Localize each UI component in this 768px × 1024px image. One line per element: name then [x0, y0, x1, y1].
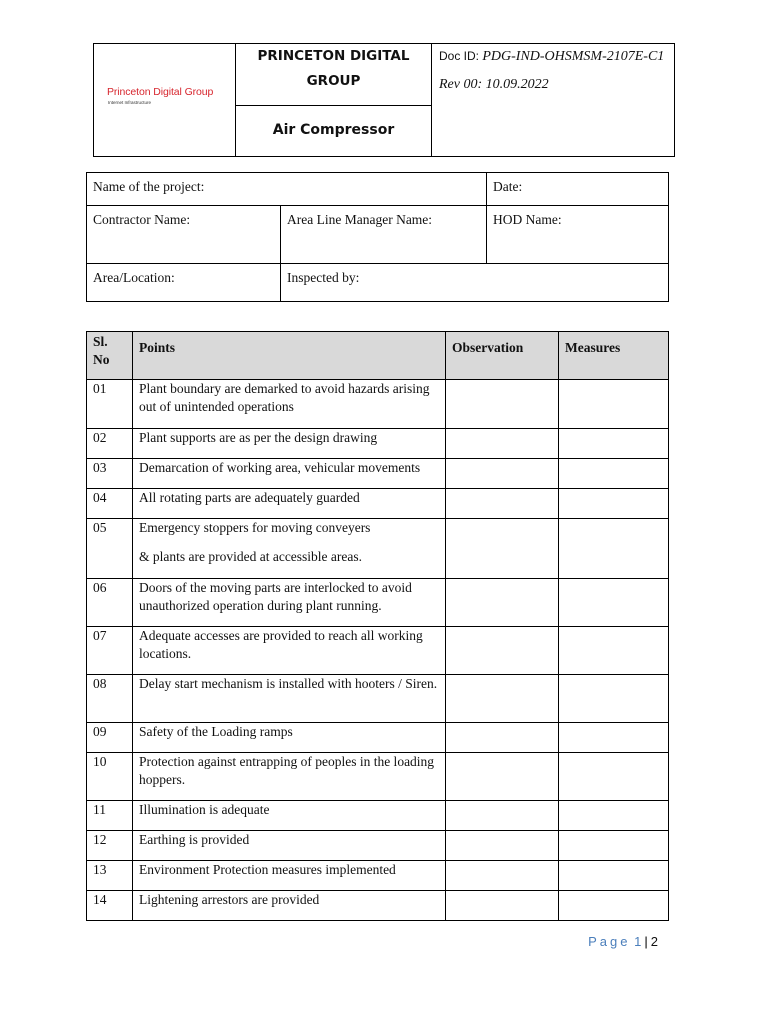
- checklist-table: [86, 331, 669, 921]
- hod-name-field: HOD Name:: [487, 206, 669, 264]
- table-row: [87, 627, 669, 675]
- company-name: [236, 44, 432, 106]
- row-number: 13: [87, 861, 133, 891]
- table-row: [87, 429, 669, 459]
- row-number: 04: [87, 489, 133, 519]
- table-row: [87, 801, 669, 831]
- row-number: 11: [87, 801, 133, 831]
- row-point-line1: Emergency stoppers for moving conveyers: [139, 520, 371, 535]
- row-point: All rotating parts are adequately guarded: [133, 489, 446, 519]
- measures-cell: [559, 801, 669, 831]
- row-number: 05: [87, 519, 133, 579]
- page-separator: |: [644, 934, 648, 949]
- table-row: [87, 489, 669, 519]
- current-page-number: 1: [634, 934, 642, 949]
- document-header: [93, 43, 675, 157]
- observation-cell: [446, 459, 559, 489]
- page-label: Page: [588, 934, 631, 949]
- observation-cell: [446, 801, 559, 831]
- measures-cell: [559, 380, 669, 429]
- row-number: 07: [87, 627, 133, 675]
- area-line-manager-field: Area Line Manager Name:: [281, 206, 487, 264]
- row-point: Environment Protection measures implemented: [133, 861, 446, 891]
- row-point: Plant boundary are demarked to avoid hazards arising out of unintended operations: [133, 380, 446, 429]
- table-row: [87, 579, 669, 627]
- row-point: Doors of the moving parts are interlocked to avoid unauthorized operation during plant running.: [133, 579, 446, 627]
- observation-cell: [446, 753, 559, 801]
- observation-cell: [446, 831, 559, 861]
- company-name-line1: PRINCETON DIGITAL: [257, 48, 410, 64]
- measures-cell: [559, 627, 669, 675]
- observation-cell: [446, 675, 559, 723]
- company-logo-subtext: Internet Infrastructure: [108, 100, 152, 105]
- checklist-header-row: [87, 332, 669, 380]
- document-title: Air Compressor: [236, 106, 432, 157]
- revision-text: Rev 00: 10.09.2022: [439, 77, 549, 92]
- row-point: Illumination is adequate: [133, 801, 446, 831]
- row-point: Delay start mechanism is installed with hooters / Siren.: [133, 675, 446, 723]
- row-point: Protection against entrapping of peoples in the loading hoppers.: [133, 753, 446, 801]
- table-row: [87, 861, 669, 891]
- doc-id-cell: [432, 44, 675, 157]
- company-name-line2: GROUP: [306, 73, 361, 89]
- col-header-points: Points: [133, 332, 446, 380]
- doc-id-value: PDG-IND-OHSMSM-2107E-C1: [482, 49, 665, 64]
- measures-cell: [559, 891, 669, 921]
- row-point: Lightening arrestors are provided: [133, 891, 446, 921]
- row-number: 06: [87, 579, 133, 627]
- row-point: Earthing is provided: [133, 831, 446, 861]
- table-row: [87, 459, 669, 489]
- measures-cell: [559, 675, 669, 723]
- measures-cell: [559, 753, 669, 801]
- measures-cell: [559, 489, 669, 519]
- col-header-measures: Measures: [559, 332, 669, 380]
- measures-cell: [559, 579, 669, 627]
- observation-cell: [446, 579, 559, 627]
- observation-cell: [446, 627, 559, 675]
- table-row: [87, 753, 669, 801]
- measures-cell: [559, 519, 669, 579]
- logo-cell: [94, 44, 236, 157]
- row-number: 14: [87, 891, 133, 921]
- table-row: [87, 519, 669, 579]
- company-logo: Princeton Digital Group: [107, 86, 214, 98]
- table-row: [87, 891, 669, 921]
- row-point: [133, 519, 446, 579]
- observation-cell: [446, 891, 559, 921]
- row-number: 10: [87, 753, 133, 801]
- row-point: Demarcation of working area, vehicular movements: [133, 459, 446, 489]
- contractor-name-field: Contractor Name:: [87, 206, 281, 264]
- table-row: [87, 723, 669, 753]
- table-row: [87, 675, 669, 723]
- observation-cell: [446, 489, 559, 519]
- observation-cell: [446, 723, 559, 753]
- observation-cell: [446, 861, 559, 891]
- date-field: Date:: [487, 173, 669, 206]
- col-header-observation: Observation: [446, 332, 559, 380]
- measures-cell: [559, 831, 669, 861]
- row-number: 01: [87, 380, 133, 429]
- measures-cell: [559, 459, 669, 489]
- page-footer: [588, 934, 658, 949]
- table-row: [87, 380, 669, 429]
- row-point: Safety of the Loading ramps: [133, 723, 446, 753]
- project-name-field: Name of the project:: [87, 173, 487, 206]
- observation-cell: [446, 429, 559, 459]
- row-point: Plant supports are as per the design drawing: [133, 429, 446, 459]
- row-number: 09: [87, 723, 133, 753]
- row-number: 03: [87, 459, 133, 489]
- col-header-sl-no: Sl. No: [87, 332, 133, 380]
- area-location-field: Area/Location:: [87, 264, 281, 302]
- table-row: [87, 831, 669, 861]
- inspected-by-field: Inspected by:: [281, 264, 669, 302]
- doc-id-label: Doc ID:: [439, 49, 483, 63]
- measures-cell: [559, 861, 669, 891]
- row-point-line2: & plants are provided at accessible areas.: [139, 549, 363, 564]
- row-number: 08: [87, 675, 133, 723]
- observation-cell: [446, 380, 559, 429]
- row-number: 02: [87, 429, 133, 459]
- row-point: Adequate accesses are provided to reach all working locations.: [133, 627, 446, 675]
- observation-cell: [446, 519, 559, 579]
- total-pages-number: 2: [650, 934, 658, 949]
- project-info-table: [86, 172, 669, 302]
- measures-cell: [559, 429, 669, 459]
- row-number: 12: [87, 831, 133, 861]
- measures-cell: [559, 723, 669, 753]
